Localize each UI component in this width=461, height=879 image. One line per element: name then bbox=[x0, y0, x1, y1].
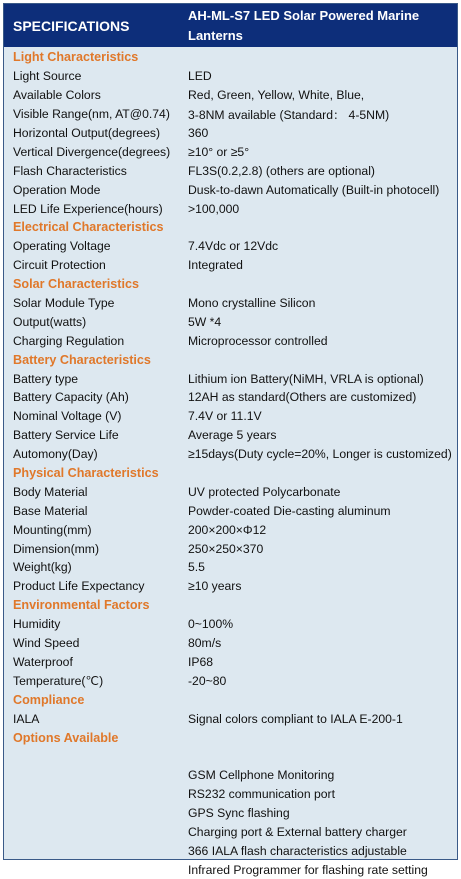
spec-row bbox=[4, 331, 457, 350]
spec-label: Vertical Divergence(degrees) bbox=[13, 144, 171, 159]
spec-row bbox=[4, 86, 457, 105]
section-title-physical: Physical Characteristics bbox=[13, 466, 159, 481]
spec-label: Waterproof bbox=[13, 654, 73, 669]
spec-value: Integrated bbox=[188, 258, 243, 273]
spec-value: Dusk-to-dawn Automatically (Built-in photocell) bbox=[188, 182, 440, 197]
spec-label: Light Source bbox=[13, 69, 82, 84]
option-row bbox=[4, 860, 457, 879]
spec-row bbox=[4, 577, 457, 596]
spec-value: Microprocessor controlled bbox=[188, 333, 328, 348]
spec-header bbox=[4, 4, 457, 47]
spec-row bbox=[4, 426, 457, 445]
option-row bbox=[4, 841, 457, 860]
product-name: AH-ML-S7 LED Solar Powered Marine Lanterns bbox=[188, 8, 420, 43]
spec-row bbox=[4, 407, 457, 426]
spec-label: Solar Module Type bbox=[13, 296, 115, 311]
spec-value: >100,000 bbox=[188, 201, 240, 216]
spec-value: Red, Green, Yellow, White, Blue, bbox=[188, 88, 365, 103]
section-title-compliance: Compliance bbox=[13, 692, 85, 707]
section-electrical bbox=[4, 237, 457, 275]
spec-label: LED Life Experience(hours) bbox=[13, 201, 163, 216]
spec-label: Weight(kg) bbox=[13, 560, 72, 575]
spec-label: Output(watts) bbox=[13, 314, 87, 329]
spec-value: 7.4Vdc or 12Vdc bbox=[188, 239, 279, 254]
spec-label: Product Life Expectancy bbox=[13, 579, 145, 594]
option-row bbox=[4, 766, 457, 785]
spec-label: Battery type bbox=[13, 371, 79, 386]
spec-value: 0~100% bbox=[188, 617, 234, 632]
spec-value: 5W *4 bbox=[188, 314, 222, 329]
spec-label: Automony(Day) bbox=[13, 447, 98, 462]
spec-title: SPECIFICATIONS bbox=[13, 17, 130, 34]
spec-label: Operation Mode bbox=[13, 182, 101, 197]
option-item: GPS Sync flashing bbox=[188, 806, 290, 821]
spec-row bbox=[4, 482, 457, 501]
spec-row bbox=[4, 615, 457, 634]
spec-label: Horizontal Output(degrees) bbox=[13, 126, 160, 140]
spec-row bbox=[4, 294, 457, 313]
spec-row bbox=[4, 445, 457, 464]
spec-row bbox=[4, 369, 457, 388]
spec-sheet bbox=[3, 3, 458, 877]
spec-value: Powder-coated Die-casting aluminum bbox=[188, 503, 391, 518]
spec-value: Signal colors compliant to IALA E-200-1 bbox=[188, 711, 403, 726]
spec-label: IALA bbox=[13, 711, 40, 726]
spec-value: LED bbox=[188, 69, 212, 84]
spec-label: Mounting(mm) bbox=[13, 522, 92, 537]
option-item: GSM Cellphone Monitoring bbox=[188, 768, 335, 783]
spec-label: Nominal Voltage (V) bbox=[13, 409, 122, 424]
spec-label: Operating Voltage bbox=[13, 239, 111, 254]
option-row bbox=[4, 804, 457, 823]
section-environmental bbox=[4, 615, 457, 691]
spec-label: Charging Regulation bbox=[13, 333, 125, 348]
spec-row bbox=[4, 388, 457, 407]
spec-row bbox=[4, 237, 457, 256]
section-physical bbox=[4, 482, 457, 595]
section-title-environmental: Environmental Factors bbox=[13, 598, 150, 613]
section-options bbox=[4, 766, 457, 879]
spec-row bbox=[4, 558, 457, 577]
spec-value: FL3S(0.2,2.8) (others are optional) bbox=[188, 163, 375, 178]
spec-value: 80m/s bbox=[188, 636, 222, 651]
spec-label: Body Material bbox=[13, 484, 88, 499]
spec-row bbox=[4, 105, 457, 124]
spec-row bbox=[4, 199, 457, 218]
spec-row bbox=[4, 161, 457, 180]
spec-row bbox=[4, 124, 457, 143]
section-title-electrical: Electrical Characteristics bbox=[13, 220, 164, 235]
option-row bbox=[4, 823, 457, 842]
section-light bbox=[4, 67, 457, 218]
spec-value: ≥10° or ≥5° bbox=[188, 144, 250, 159]
spec-value: 7.4V or 11.1V bbox=[188, 409, 262, 424]
spec-value: 5.5 bbox=[188, 560, 205, 575]
spec-row bbox=[4, 501, 457, 520]
spec-row bbox=[4, 67, 457, 86]
spec-label: Available Colors bbox=[13, 88, 101, 103]
spec-label: Temperature(℃) bbox=[13, 673, 104, 688]
section-title-solar: Solar Characteristics bbox=[13, 277, 139, 292]
spec-value: 200×200×Φ12 bbox=[188, 522, 267, 537]
spec-value: UV protected Polycarbonate bbox=[188, 484, 341, 499]
option-item: RS232 communication port bbox=[188, 787, 335, 802]
spec-row bbox=[4, 634, 457, 653]
spec-row bbox=[4, 671, 457, 690]
section-solar bbox=[4, 294, 457, 351]
spec-value: Lithium ion Battery(NiMH, VRLA is optional) bbox=[188, 371, 424, 386]
spec-value: -20~80 bbox=[188, 673, 227, 688]
spec-value: 250×250×370 bbox=[188, 541, 264, 556]
spec-value: ≥15days(Duty cycle=20%, Longer is customized) bbox=[188, 447, 452, 462]
spec-row bbox=[4, 256, 457, 275]
option-row bbox=[4, 785, 457, 804]
spec-label: Humidity bbox=[13, 617, 61, 632]
spec-value: Mono crystalline Silicon bbox=[188, 296, 316, 311]
section-compliance bbox=[4, 709, 457, 728]
spec-value: 12AH as standard(Others are customized) bbox=[188, 390, 417, 405]
spec-label: Flash Characteristics bbox=[13, 163, 127, 178]
spec-label: Wind Speed bbox=[13, 636, 80, 651]
spec-label: Visible Range(nm, AT@0.74) bbox=[13, 107, 170, 122]
spec-value: IP68 bbox=[188, 654, 214, 669]
option-item: 366 IALA flash characteristics adjustable bbox=[188, 843, 407, 858]
spec-row bbox=[4, 520, 457, 539]
spec-row bbox=[4, 539, 457, 558]
spec-label: Base Material bbox=[13, 503, 88, 518]
spec-label: Battery Service Life bbox=[13, 428, 119, 443]
spec-value: 360 bbox=[188, 126, 209, 140]
section-title-light: Light Characteristics bbox=[13, 50, 139, 65]
option-item: Charging port & External battery charger bbox=[188, 824, 407, 839]
spec-row bbox=[4, 312, 457, 331]
spec-label: Circuit Protection bbox=[13, 258, 106, 273]
section-title-options: Options Available bbox=[13, 730, 119, 745]
spec-label: Battery Capacity (Ah) bbox=[13, 390, 129, 405]
spec-row bbox=[4, 142, 457, 161]
spec-value: ≥10 years bbox=[188, 579, 242, 594]
section-battery bbox=[4, 369, 457, 463]
spec-row bbox=[4, 709, 457, 728]
option-item: Infrared Programmer for flashing rate setting bbox=[188, 862, 428, 877]
section-title-battery: Battery Characteristics bbox=[13, 352, 151, 367]
spec-value: Average 5 years bbox=[188, 428, 277, 443]
spec-label: Dimension(mm) bbox=[13, 541, 99, 556]
spec-row bbox=[4, 180, 457, 199]
spec-row bbox=[4, 653, 457, 672]
spec-value: 3-8NM available (Standard： 4-5NM) bbox=[188, 107, 390, 122]
